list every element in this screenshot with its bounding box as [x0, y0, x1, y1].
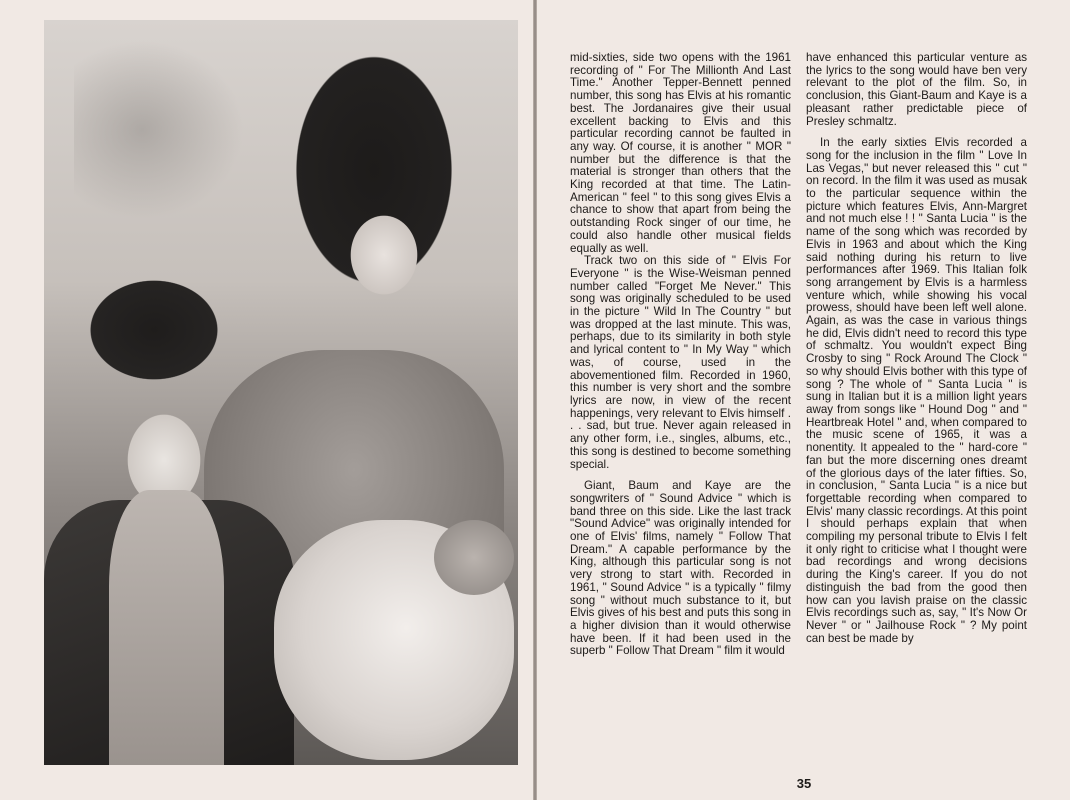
paragraph: Giant, Baum and Kaye are the songwriters of " Sound Advice " which is band three on this side. Like the last track "Sound Advice" was originally intended for one of Elvis' films, namely " Follow That Dream." A capable performance by the King, although this particular song is not very strong to start with. Recorded in 1961, " Sound Advice " is a typically " filmy song " without much substance to it, but Elvis gives of his best and puts this song in a higher division than it would otherwise have been. If it had been used in the superb " Follow That Dream " film it would — [570, 479, 791, 658]
photo-sweater-figure — [109, 490, 224, 765]
background-foliage — [74, 40, 244, 220]
page-number: 35 — [796, 776, 812, 791]
paragraph: Track two on this side of " Elvis For Everyone " is the Wise-Weisman penned number called "Forget Me Never." This song was originally scheduled to be used in the picture " Wild In The Country " but was dropped at the last minute. This was, perhaps, due to its similarity in both style and lyrical content to " In My Way " which was, of course, used in the abovementioned film. Recorded in 1960, this number is very short and the sombre lyrics are now, in view of the recent happenings, very relevant to Elvis himself . . . sad, but true. Never again released in any other form, i.e., singles, albums, etc., this song is destined to become something special. — [570, 254, 791, 471]
paragraph: have enhanced this particular venture as the lyrics to the song would have ben very relevant to the plot of the film. So, in conclusion, this Giant-Baum and Kaye is a pleasant rather predictable piece of Presley schmaltz. — [806, 51, 1027, 128]
text-column-left — [570, 52, 791, 658]
family-photograph — [44, 20, 518, 765]
paragraph: mid-sixties, side two opens with the 1961 recording of " For The Millionth And Last Time." Another Tepper-Bennett penned number, this song has Elvis at his romantic best. The Jordanaires give their usual excellent backing to Elvis and this particular recording cannot be faulted in any way. Of course, it is another " MOR " number but the difference is that the material is stronger than others that the King recorded at that time. The Latin-American " feel " to this song gives Elvis a chance to show that apart from being the outstanding Rock singer of our time, he could also handle other musical fields equally as well. — [570, 51, 791, 255]
photo-baby-face — [434, 520, 514, 595]
text-column-right — [806, 52, 1027, 645]
paragraph: In the early sixties Elvis recorded a song for the inclusion in the film " Love In Las Vegas," but never released this " cut " on record. In the film it was used as musak to the particular sequence within the picture which features Elvis, Ann-Margret and not much else ! ! " Santa Lucia " is the name of the song which was recorded by Elvis in 1963 and about which the King said nothing during his return to live performances after 1969. This Italian folk song arrangement by Elvis is a harmless venture which, while showing his vocal prowess, should have been left well alone. Again, as was the case in various things he did, Elvis didn't need to record this type of schmaltz. You wouldn't expect Bing Crosby to sing " Rock Around The Clock " so why should Elvis bother with this type of song ? The whole of " Santa Lucia " is sung in Italian but it is a million light years away from songs like " Hound Dog " and " Heartbreak Hotel " and, when compared to the music scene of 1965, it was a nonentity. It appealed to the " hard-core " fan but the more discerning ones dreamt of the glorious days of the later fifties. So, in conclusion, " Santa Lucia " is a nice but forgettable recording when compared to Elvis' many classic recordings. At this point I should perhaps explain that when compiling my personal tribute to Elvis I felt it only right to criticise what I thought were bad recordings and wrong decisions during the King's career. If you do not distinguish the bad from the good then how can you lavish praise on the classic Elvis recordings such as, say, " It's Now Or Never " or " Jailhouse Rock " ? My point can best be made by — [806, 136, 1027, 645]
right-page — [537, 0, 1070, 800]
left-page — [0, 0, 533, 800]
